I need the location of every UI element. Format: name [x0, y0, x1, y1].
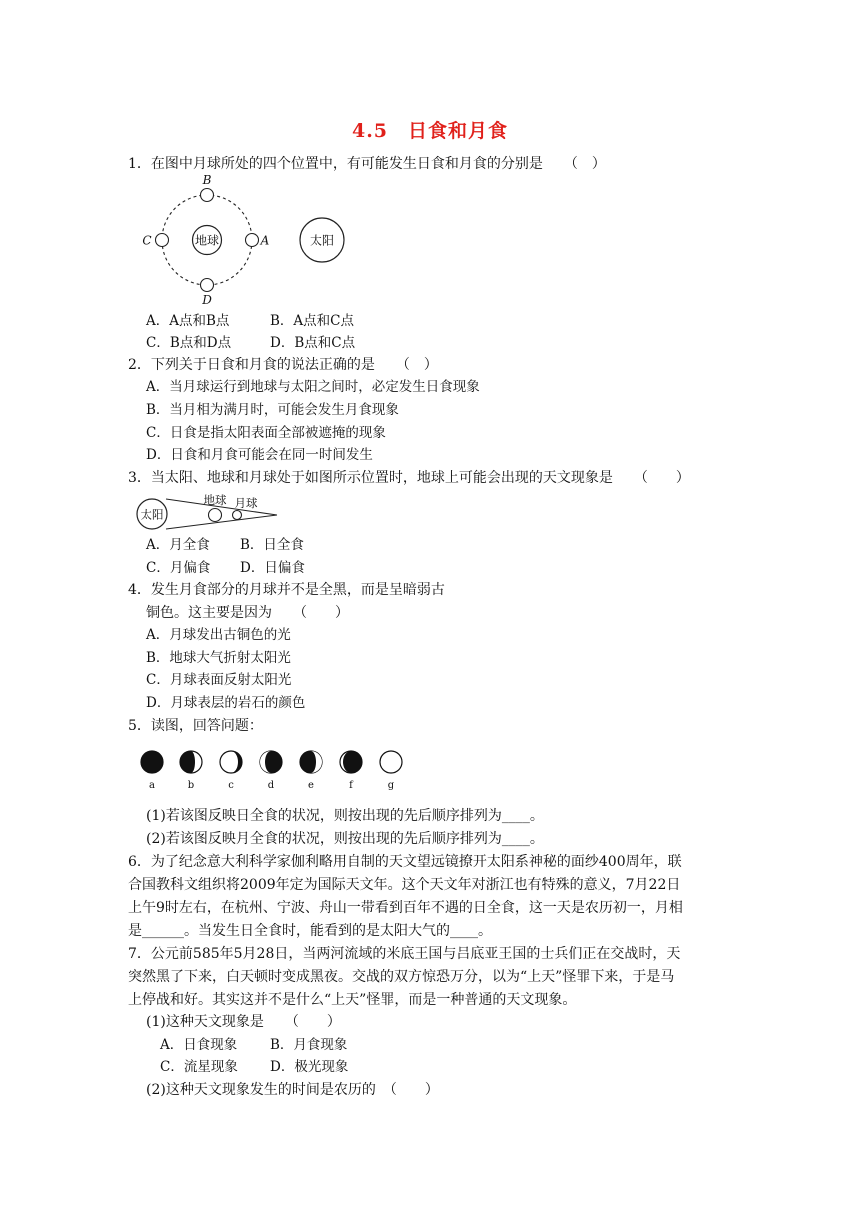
q5-label-a: a: [149, 780, 155, 790]
q6-line2: 合国教科文组织将2009年定为国际天文年。这个天文年对浙江也有特殊的意义，7月22日: [128, 877, 681, 893]
q2-option-b[interactable]: B．当月相为满月时，可能会发生月食现象: [146, 402, 399, 418]
q4-stem-line1: 4．发生月食部分的月球并不是全黑，而是呈暗弱古: [128, 582, 445, 598]
q3-stem: 3．当太阳、地球和月球处于如图所示位置时，地球上可能会出现的天文现象是 （ ）: [128, 470, 690, 486]
q5-phase-c: [220, 751, 242, 773]
q7-sub1: (1)这种天文现象是 （ ）: [146, 1014, 341, 1030]
q1-moon-b: [201, 189, 214, 202]
q3-moon-label: 月球: [234, 496, 258, 510]
q1-orbit-diagram: [134, 172, 374, 308]
q7-sub1-option-a[interactable]: A．日食现象: [160, 1037, 238, 1053]
q2-option-a[interactable]: A．当月球运行到地球与太阳之间时，必定发生日食现象: [146, 379, 480, 395]
q4-option-b[interactable]: B．地球大气折射太阳光: [146, 650, 291, 666]
page-title: 4.5 日食和月食: [351, 120, 509, 142]
q3-option-c[interactable]: C．月偏食: [146, 560, 211, 576]
q4-option-a[interactable]: A．月球发出古铜色的光: [146, 627, 291, 643]
q5-label-g: g: [387, 780, 395, 790]
q4-stem-line2: 铜色。这主要是因为 （ ）: [146, 605, 349, 621]
q5-label-d: d: [267, 780, 275, 790]
q1-stem: 1．在图中月球所处的四个位置中，有可能发生日食和月食的分别是 （ ）: [128, 156, 606, 172]
q7-line1: 7．公元前585年5月28日，当两河流域的米底王国与吕底亚王国的士兵们正在交战时，天: [128, 946, 681, 962]
q1-moon-d: [201, 279, 214, 292]
q5-phase-b: [180, 751, 202, 773]
q1-earth-label: 地球: [194, 233, 220, 248]
q1-option-b[interactable]: B．A点和C点: [270, 313, 354, 329]
q5-sub2: (2)若该图反映月全食的状况，则按出现的先后顺序排列为____。: [146, 831, 544, 847]
q1-point-c-label: C: [142, 233, 152, 248]
q5-sub1: (1)若该图反映日全食的状况，则按出现的先后顺序排列为____。: [146, 808, 544, 824]
q3-earth-label: 地球: [203, 493, 227, 507]
q5-phase-a: [141, 751, 163, 773]
q3-alignment-diagram: [134, 491, 284, 531]
q3-moon: [233, 511, 242, 520]
q7-line2: 突然黑了下来，白天顿时变成黑夜。交战的双方惊恐万分，以为“上天”怪罪下来，于是马: [128, 969, 675, 985]
q6-line3: 上午9时左右，在杭州、宁波、舟山一带看到百年不遇的日全食，这一天是农历初一，月相: [128, 900, 683, 916]
q2-option-d[interactable]: D．日食和月食可能会在同一时间发生: [146, 447, 373, 463]
q7-sub1-option-b[interactable]: B．月食现象: [270, 1037, 348, 1053]
q1-option-c[interactable]: C．B点和D点: [146, 335, 232, 351]
q3-sun-label: 太阳: [140, 507, 164, 522]
q1-moon-c: [156, 234, 169, 247]
q7-sub2: (2)这种天文现象发生的时间是农历的 （ ）: [146, 1082, 439, 1098]
q5-phase-g: [380, 751, 402, 773]
q5-stem: 5．读图，回答问题：: [128, 718, 263, 734]
q7-line3: 上停战和好。其实这并不是什么“上天”怪罪，而是一种普通的天文现象。: [128, 992, 577, 1008]
q5-label-b: b: [187, 780, 195, 790]
q7-sub1-option-c[interactable]: C．流星现象: [160, 1059, 238, 1075]
q5-label-c: c: [228, 780, 234, 790]
q3-earth: [209, 509, 222, 522]
q7-sub1-option-d[interactable]: D．极光现象: [270, 1059, 349, 1075]
q1-point-a-label: A: [260, 233, 270, 248]
q3-option-d[interactable]: D．日偏食: [240, 560, 305, 576]
q1-option-a[interactable]: A．A点和B点: [146, 313, 230, 329]
q1-point-d-label: D: [202, 293, 212, 307]
q5-phase-e: [300, 751, 322, 773]
q1-sun-label: 太阳: [309, 233, 335, 248]
q6-line1: 6．为了纪念意大利科学家伽利略用自制的天文望远镜撩开太阳系神秘的面纱400周年，联: [128, 854, 682, 870]
q5-label-e: e: [308, 780, 314, 790]
q5-phase-f: [340, 751, 362, 773]
q6-line4: 是______。当发生日全食时，能看到的是太阳大气的____。: [128, 923, 492, 939]
q2-option-c[interactable]: C．日食是指太阳表面全部被遮掩的现象: [146, 425, 386, 441]
q2-stem: 2．下列关于日食和月食的说法正确的是 （ ）: [128, 357, 438, 373]
q5-phase-d: [260, 751, 282, 773]
q1-option-d[interactable]: D．B点和C点: [270, 335, 356, 351]
q5-label-f: f: [349, 780, 353, 790]
q4-option-d[interactable]: D．月球表层的岩石的颜色: [146, 695, 306, 711]
q3-option-b[interactable]: B．日全食: [240, 537, 304, 553]
q1-point-b-label: B: [202, 173, 212, 187]
q3-option-a[interactable]: A．月全食: [146, 537, 210, 553]
q1-moon-a: [246, 234, 259, 247]
q4-option-c[interactable]: C．月球表面反射太阳光: [146, 672, 292, 688]
q5-phases-diagram: [136, 746, 406, 790]
